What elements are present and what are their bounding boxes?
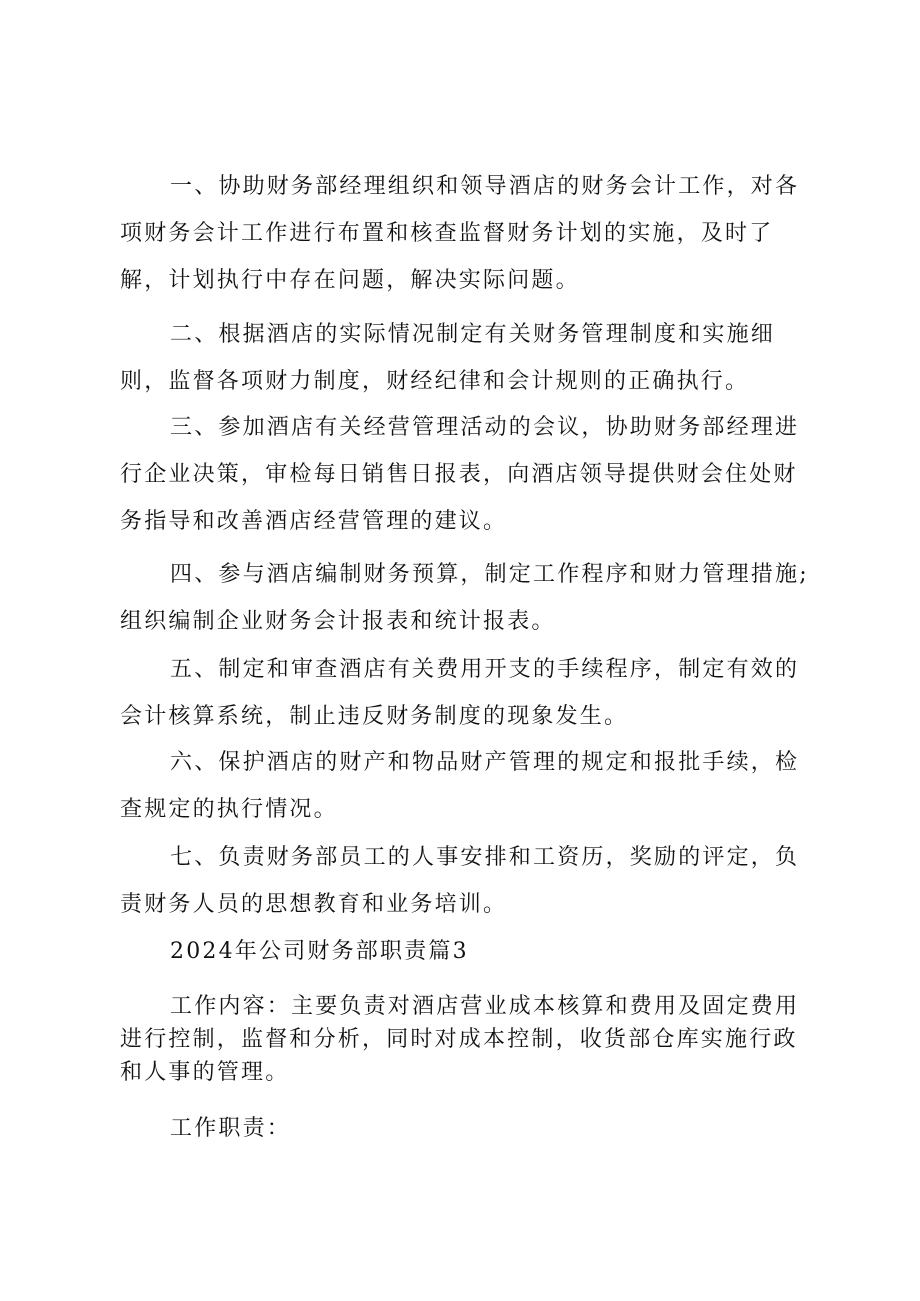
duty-paragraph-1: 一、协助财务部经理组织和领导酒店的财务会计工作，对各项财务会计工作进行布置和核查监督财务计划的实施，及时了解，计划执行中存在问题，解决实际问题。 bbox=[120, 174, 800, 293]
duty-paragraph-5: 五、制定和审查酒店有关费用开支的手续程序，制定有效的会计核算系统，制止违反财务制度的现象发生。 bbox=[120, 657, 800, 729]
duty-paragraph-3: 三、参加酒店有关经营管理活动的会议，协助财务部经理进行企业决策，审检每日销售日报表，向酒店领导提供财会住处财务指导和改善酒店经营管理的建议。 bbox=[120, 415, 800, 534]
section-heading: 2024年公司财务部职责篇3 bbox=[170, 939, 469, 964]
duty-paragraph-2: 二、根据酒店的实际情况制定有关财务管理制度和实施细则，监督各项财力制度，财经纪律和会计规则的正确执行。 bbox=[120, 322, 776, 394]
work-content-paragraph: 工作内容：主要负责对酒店营业成本核算和费用及固定费用进行控制，监督和分析，同时对成本控制，收货部仓库实施行政和人事的管理。 bbox=[120, 994, 800, 1085]
duties-label: 工作职责： bbox=[170, 1116, 292, 1141]
duty-paragraph-7: 七、负责财务部员工的人事安排和工资历，奖励的评定，负责财务人员的思想教育和业务培训。 bbox=[120, 845, 800, 917]
duty-paragraph-6: 六、保护酒店的财产和物品财产管理的规定和报批手续，检查规定的执行情况。 bbox=[120, 750, 800, 822]
duty-paragraph-4: 四、参与酒店编制财务预算，制定工作程序和财力管理措施;组织编制企业财务会计报表和统计报表。 bbox=[120, 562, 809, 634]
